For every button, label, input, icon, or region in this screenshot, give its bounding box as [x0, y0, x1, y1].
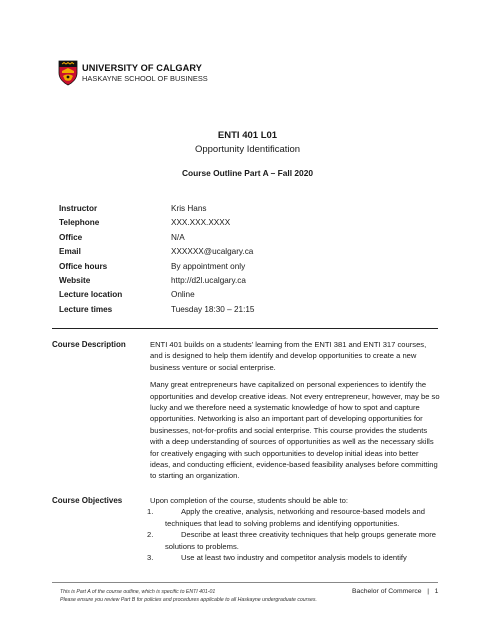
- info-label: Instructor: [59, 204, 98, 213]
- info-value: Online: [171, 290, 195, 300]
- course-objectives: [147, 495, 443, 563]
- info-label: Office: [59, 232, 83, 242]
- footer-page-info: [352, 588, 438, 595]
- info-value: XXX.XXX.XXXX: [171, 218, 231, 228]
- info-label: Office hours: [59, 261, 108, 271]
- objective-number: 2.: [147, 530, 154, 540]
- info-label: Lecture location: [59, 290, 123, 300]
- course-name: Opportunity Identification: [194, 144, 301, 155]
- description-paragraph: ENTI 401 builds on a students’ learning from the ENTI 381 and ENTI 317 courses, and is designed to help them identify and develop opportunities to create a new business venture or social enterprise.: [150, 340, 427, 372]
- info-value: N/A: [171, 232, 185, 242]
- course-description-label: Course Description: [52, 340, 126, 349]
- objective-text: Describe at least three creativity techniques that help groups generate more solutions to problems.: [165, 530, 436, 551]
- info-value: http://d2l.ucalgary.ca: [171, 275, 246, 285]
- objective-item: [147, 529, 443, 552]
- course-objectives-label: Course Objectives: [52, 496, 123, 505]
- section-divider: [52, 328, 438, 329]
- course-code: ENTI 401 L01: [217, 130, 278, 141]
- objective-text: Apply the creative, analysis, networking and resource-based models and techniques that lead to solving problems and identifying opportunities.: [165, 507, 425, 528]
- info-label: Website: [59, 275, 91, 285]
- info-value: By appointment only: [171, 261, 246, 271]
- course-description: [150, 339, 440, 488]
- objective-text: Use at least two industry and competitor analysis models to identify: [181, 553, 407, 563]
- footer-divider: [52, 582, 438, 583]
- objective-number: 3.: [147, 553, 154, 563]
- footer-separator: |: [427, 588, 429, 595]
- university-crest-icon: [58, 60, 78, 86]
- info-value: Tuesday 18:30 – 21:15: [171, 304, 255, 314]
- objective-number: 1.: [147, 507, 154, 517]
- info-label: Email: [59, 247, 81, 257]
- info-label: Telephone: [59, 218, 100, 228]
- info-label: Lecture times: [59, 304, 113, 314]
- outline-title: Course Outline Part A – Fall 2020: [181, 168, 314, 178]
- objectives-intro: Upon completion of the course, students should be able to:: [150, 496, 348, 505]
- footer-note: [60, 588, 317, 604]
- university-name: UNIVERSITY OF CALGARY: [82, 63, 203, 73]
- info-value: XXXXXX@ucalgary.ca: [171, 247, 254, 257]
- school-name: HASKAYNE SCHOOL OF BUSINESS: [82, 74, 208, 83]
- info-value: Kris Hans: [171, 204, 207, 213]
- page-number: 1: [434, 588, 439, 595]
- footer-note-line: This is Part A of the course outline, which is specific to ENTI 401-01: [60, 589, 216, 595]
- footer-program: Bachelor of Commerce: [352, 588, 422, 595]
- description-paragraph: Many great entrepreneurs have capitalized on personal experiences to identify the opportunities and develop creative ideas. Not every entrepreneur, however, may be so lucky and we therefore need a systematic knowledge of how to spot and capture opportunities. Networking is also an important part of developing opportunities for businesses, not-for-profits and social enterprise. This course provides the students with a deep understanding of sources of opportunities as well as the necessary skills for creatively engaging with such opportunities to develop initial ideas into better ideas, and conducting efficient, evidence-based feasibility analyses before committing to starting an organization.: [150, 380, 440, 481]
- objective-item: [147, 552, 443, 563]
- objective-item: [147, 506, 443, 529]
- footer-note-line: Please ensure you review Part B for policies and procedures applicable to all Haskayne undergraduate courses.: [60, 597, 317, 603]
